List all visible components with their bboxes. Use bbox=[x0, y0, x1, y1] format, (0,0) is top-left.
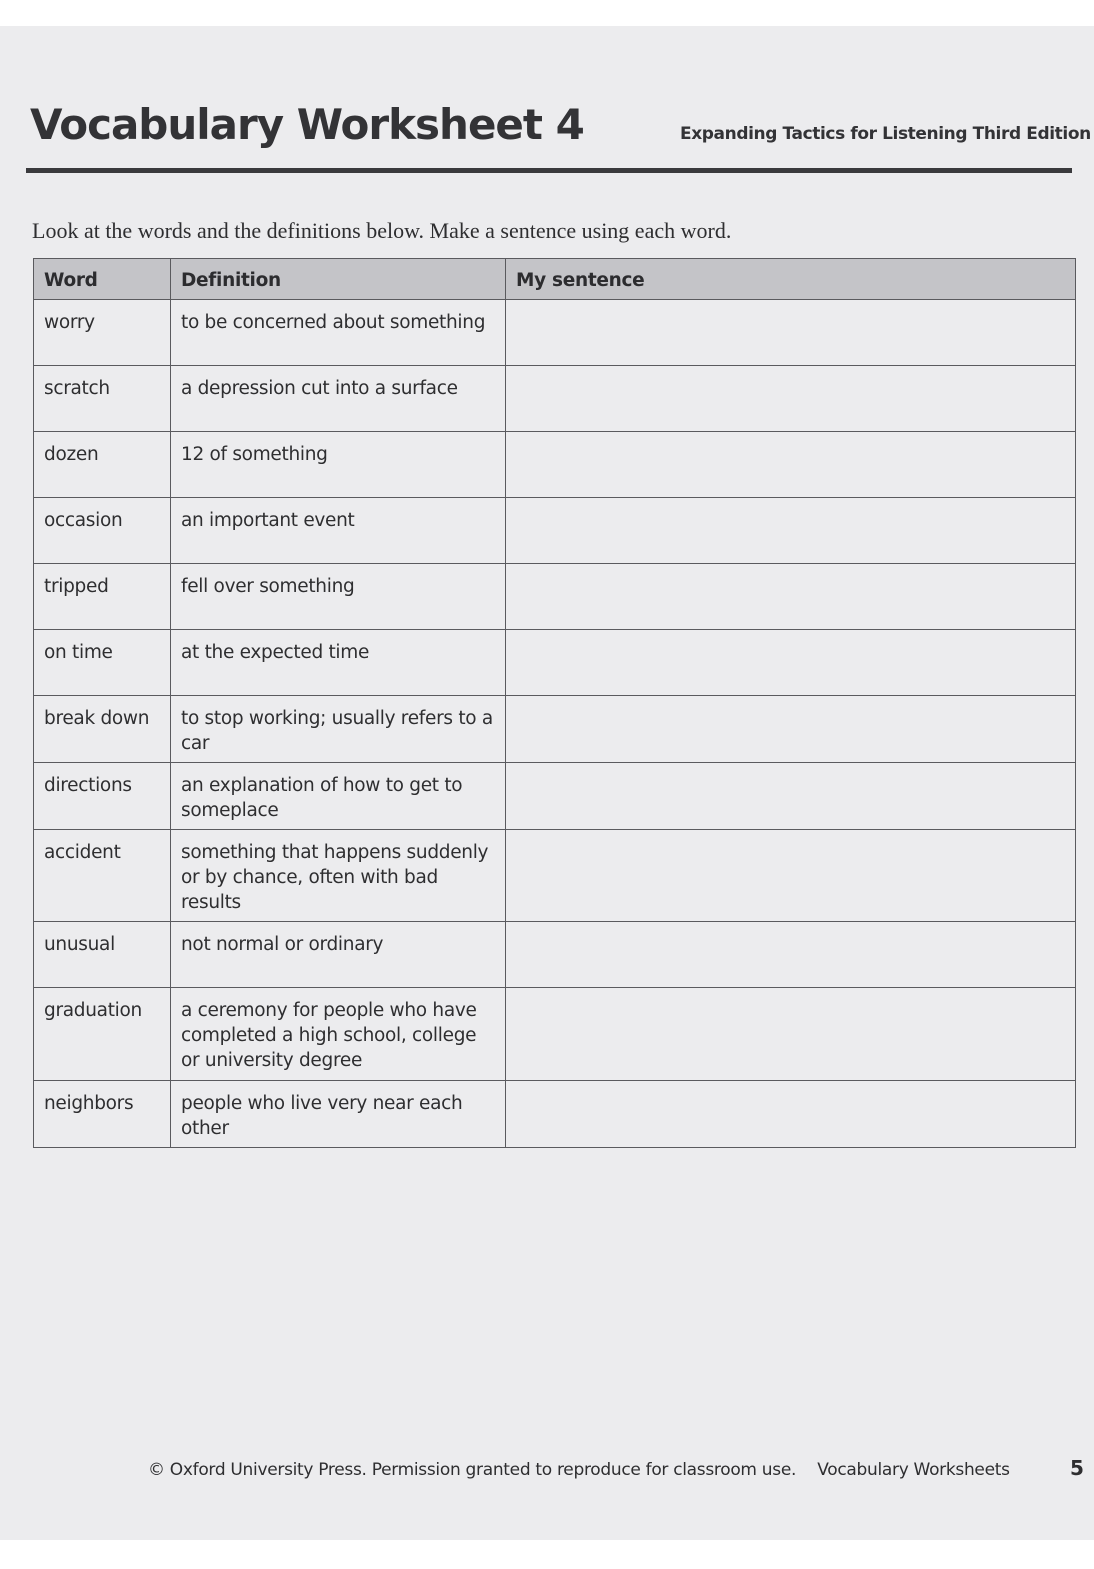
table-row bbox=[34, 763, 1076, 830]
sentence-cell[interactable] bbox=[506, 564, 1076, 630]
word-cell: directions bbox=[34, 763, 171, 830]
book-subtitle: Expanding Tactics for Listening Third Edition bbox=[680, 124, 1091, 144]
word-cell: break down bbox=[34, 696, 171, 763]
table-row bbox=[34, 1081, 1076, 1148]
sentence-cell[interactable] bbox=[506, 988, 1076, 1081]
scan-bottom-margin bbox=[0, 1540, 1094, 1569]
sentence-cell[interactable] bbox=[506, 1081, 1076, 1148]
table-row bbox=[34, 830, 1076, 922]
sentence-cell[interactable] bbox=[506, 696, 1076, 763]
sentence-cell[interactable] bbox=[506, 432, 1076, 498]
word-cell: accident bbox=[34, 830, 171, 922]
sentence-cell[interactable] bbox=[506, 922, 1076, 988]
word-cell: on time bbox=[34, 630, 171, 696]
table-row bbox=[34, 696, 1076, 763]
table-row bbox=[34, 564, 1076, 630]
table-row bbox=[34, 922, 1076, 988]
table-header-row bbox=[34, 259, 1076, 300]
column-header-sentence: My sentence bbox=[506, 259, 1076, 300]
header-divider bbox=[26, 168, 1072, 173]
definition-cell: an explanation of how to get to someplace bbox=[171, 763, 506, 830]
word-cell: unusual bbox=[34, 922, 171, 988]
definition-cell: 12 of something bbox=[171, 432, 506, 498]
instruction-text: Look at the words and the definitions below. Make a sentence using each word. bbox=[32, 218, 732, 243]
copyright-notice: © Oxford University Press. Permission granted to reproduce for classroom use. bbox=[148, 1460, 797, 1480]
vocabulary-table bbox=[33, 258, 1076, 1148]
word-cell: tripped bbox=[34, 564, 171, 630]
table-row bbox=[34, 300, 1076, 366]
column-header-definition: Definition bbox=[171, 259, 506, 300]
sentence-cell[interactable] bbox=[506, 300, 1076, 366]
definition-cell: a ceremony for people who have completed a high school, college or university degree bbox=[171, 988, 506, 1081]
series-name: Vocabulary Worksheets bbox=[817, 1460, 1010, 1480]
definition-cell: fell over something bbox=[171, 564, 506, 630]
table-row bbox=[34, 498, 1076, 564]
table-row bbox=[34, 630, 1076, 696]
table-row bbox=[34, 988, 1076, 1081]
word-cell: dozen bbox=[34, 432, 171, 498]
definition-cell: something that happens suddenly or by chance, often with bad results bbox=[171, 830, 506, 922]
word-cell: worry bbox=[34, 300, 171, 366]
page-footer bbox=[148, 1460, 1010, 1480]
page-number: 5 bbox=[1070, 1456, 1084, 1480]
word-cell: neighbors bbox=[34, 1081, 171, 1148]
definition-cell: at the expected time bbox=[171, 630, 506, 696]
definition-cell: people who live very near each other bbox=[171, 1081, 506, 1148]
definition-cell: an important event bbox=[171, 498, 506, 564]
definition-cell: not normal or ordinary bbox=[171, 922, 506, 988]
definition-cell: to be concerned about something bbox=[171, 300, 506, 366]
word-cell: occasion bbox=[34, 498, 171, 564]
scan-top-margin bbox=[0, 0, 1094, 26]
definition-cell: to stop working; usually refers to a car bbox=[171, 696, 506, 763]
word-cell: scratch bbox=[34, 366, 171, 432]
word-cell: graduation bbox=[34, 988, 171, 1081]
table-row bbox=[34, 432, 1076, 498]
sentence-cell[interactable] bbox=[506, 498, 1076, 564]
definition-cell: a depression cut into a surface bbox=[171, 366, 506, 432]
sentence-cell[interactable] bbox=[506, 830, 1076, 922]
page-title: Vocabulary Worksheet 4 bbox=[30, 100, 584, 149]
sentence-cell[interactable] bbox=[506, 763, 1076, 830]
column-header-word: Word bbox=[34, 259, 171, 300]
sentence-cell[interactable] bbox=[506, 630, 1076, 696]
sentence-cell[interactable] bbox=[506, 366, 1076, 432]
table-row bbox=[34, 366, 1076, 432]
